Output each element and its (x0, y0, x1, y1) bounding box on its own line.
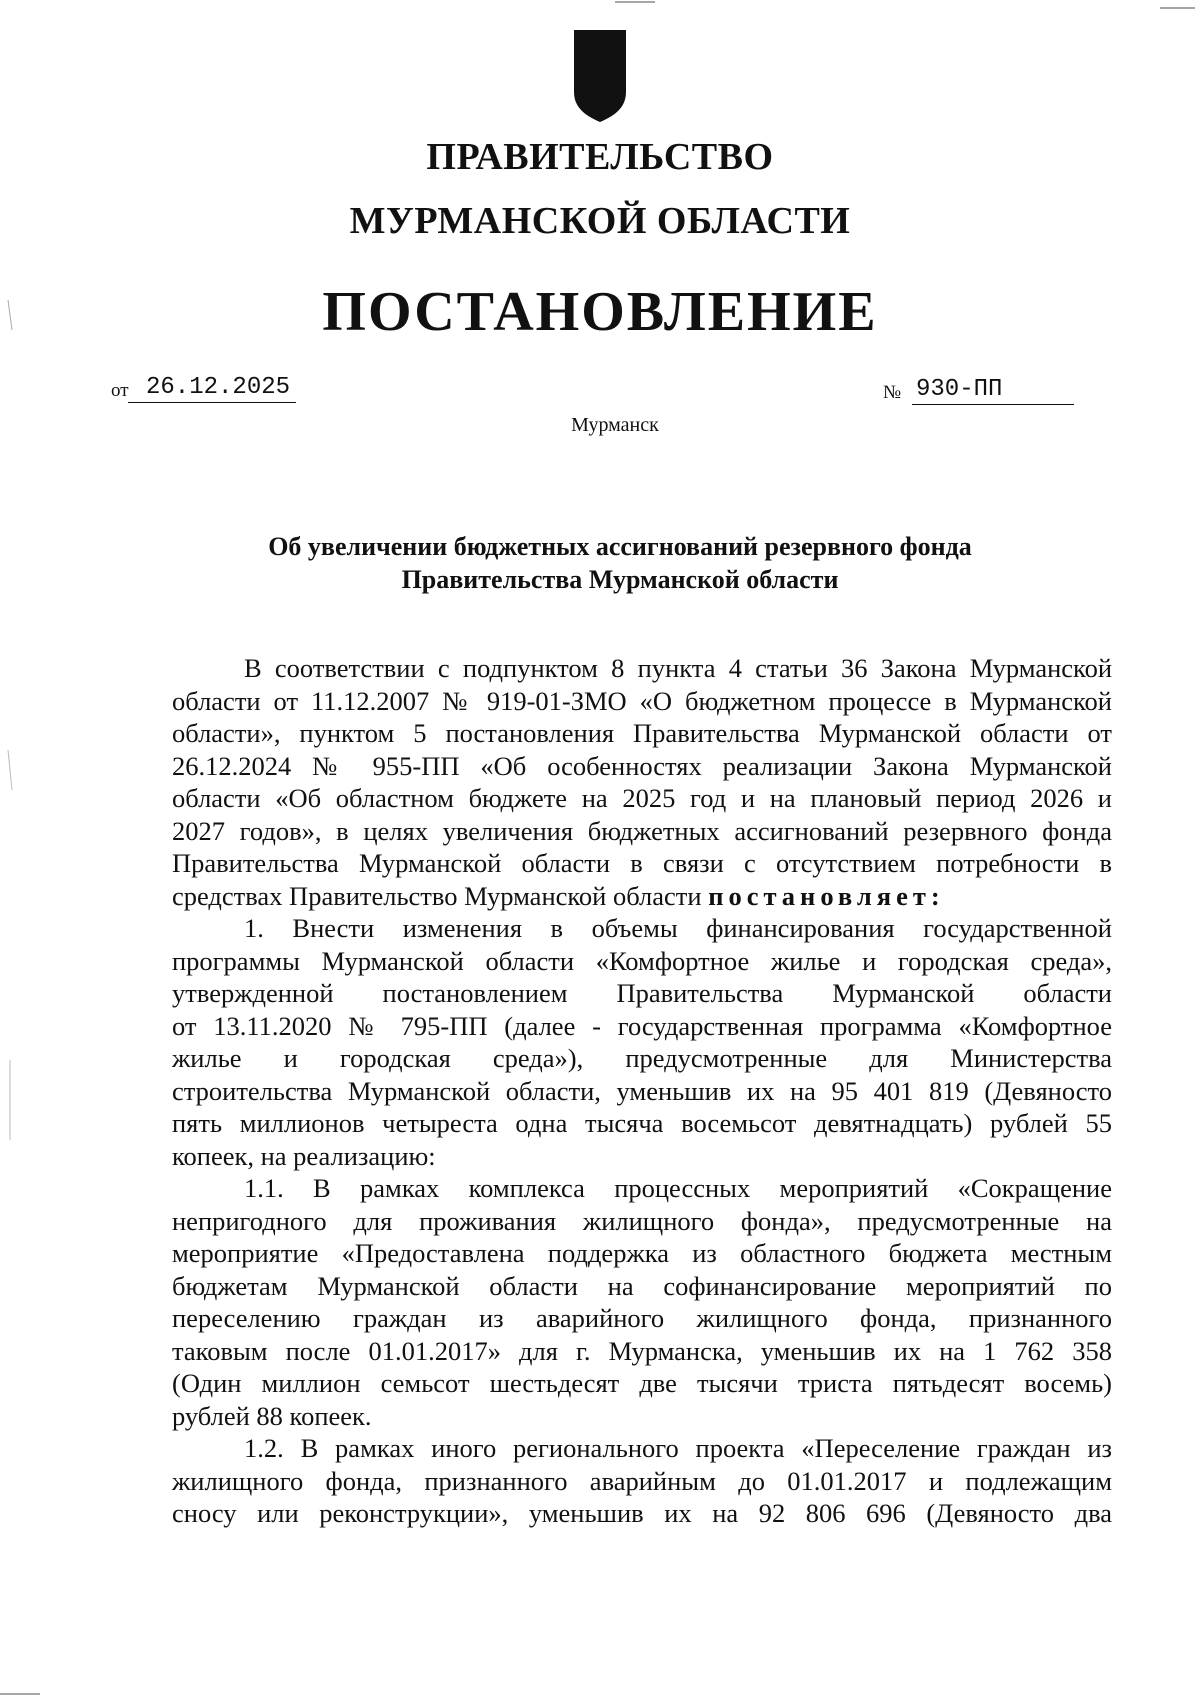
paragraph-item-1 (172, 912, 1112, 1172)
body-line: утвержденной постановлением Правительства Мурманской области (172, 978, 1112, 1008)
body-line: В соответствии с подпунктом 8 пункта 4 статьи 36 Закона Мурманской (244, 653, 1112, 683)
title-line: Об увеличении бюджетных ассигнований резервного фонда (268, 532, 972, 561)
title-line: Правительства Мурманской области (401, 565, 839, 594)
document-title (220, 530, 1020, 596)
body-line: 2027 годов», в целях увеличения бюджетных ассигнований резервного фонда (172, 815, 1112, 846)
body-line: от 13.11.2020 № 795-ПП (далее - государственная программа «Комфортное (172, 1010, 1112, 1041)
body-line: 1.2. В рамках иного регионального проекта «Переселение граждан из (244, 1433, 1112, 1463)
body-text: средствах Правительство Мурманской области (172, 880, 702, 911)
body-line: жилищного фонда, признанного аварийным до 01.01.2017 и подлежащим (172, 1465, 1112, 1496)
body-line: 26.12.2024 № 955-ПП «Об особенностях реализации Закона Мурманской (172, 750, 1112, 781)
paragraph-preamble (172, 652, 1112, 912)
paragraph-item-1-2 (172, 1432, 1112, 1530)
body-line: таковым после 01.01.2017» для г. Мурманска, уменьшив их на 1 762 358 (172, 1335, 1112, 1366)
city-name: Мурманск (571, 414, 659, 436)
document-date: 26.12.2025 (128, 374, 296, 403)
org-name-line1: ПРАВИТЕЛЬСТВО (426, 136, 774, 178)
org-name-line2: МУРМАНСКОЙ ОБЛАСТИ (349, 200, 851, 242)
body-line: программы Мурманской области «Комфортное жилье и городская среда», (172, 945, 1112, 976)
body-line: сносу или реконструкции», уменьшив их на 92 806 696 (Девяносто два (172, 1498, 1112, 1528)
body-line: 1. Внести изменения в объемы финансирования государственной (244, 913, 1112, 943)
body-line: 1.1. В рамках комплекса процессных мероприятий «Сокращение (244, 1173, 1112, 1203)
body-line: непригодного для проживания жилищного фонда», предусмотренные на (172, 1205, 1112, 1236)
body-line: жилье и городская среда»), предусмотренные для Министерства (172, 1043, 1112, 1073)
body-line: пять миллионов четыреста одна тысяча восемьсот девятнадцать) рублей 55 (172, 1108, 1112, 1138)
body-line: рублей 88 копеек. (172, 1400, 372, 1431)
document-number: 930-ПП (912, 376, 1074, 405)
paragraph-item-1-1 (172, 1172, 1112, 1432)
date-label: от (111, 380, 129, 401)
body-line: мероприятие «Предоставлена поддержка из областного бюджета местным (172, 1238, 1112, 1268)
document-type: ПОСТАНОВЛЕНИЕ (322, 281, 878, 343)
body-line: бюджетам Мурманской области на софинансирование мероприятий по (172, 1270, 1112, 1301)
body-line: (Один миллион семьсот шестьдесят две тысячи триста пятьдесят восемь) (172, 1368, 1112, 1398)
body-line (172, 880, 1112, 913)
body-line: области», пунктом 5 постановления Правительства Мурманской области от (172, 718, 1112, 748)
coat-of-arms-emblem (570, 30, 630, 122)
resolution-verb: постановляет: (708, 880, 945, 911)
document-body (172, 652, 1112, 1530)
number-label: № (883, 382, 902, 403)
body-line: копеек, на реализацию: (172, 1140, 436, 1171)
body-line: области от 11.12.2007 № 919-01-ЗМО «О бюджетном процессе в Мурманской (172, 685, 1112, 716)
body-line: области «Об областном бюджете на 2025 год и на плановый период 2026 и (172, 783, 1112, 813)
body-line: Правительства Мурманской области в связи с отсутствием потребности в (172, 848, 1112, 878)
body-line: строительства Мурманской области, уменьшив их на 95 401 819 (Девяносто (172, 1075, 1112, 1106)
body-line: переселению граждан из аварийного жилищного фонда, признанного (172, 1303, 1112, 1333)
